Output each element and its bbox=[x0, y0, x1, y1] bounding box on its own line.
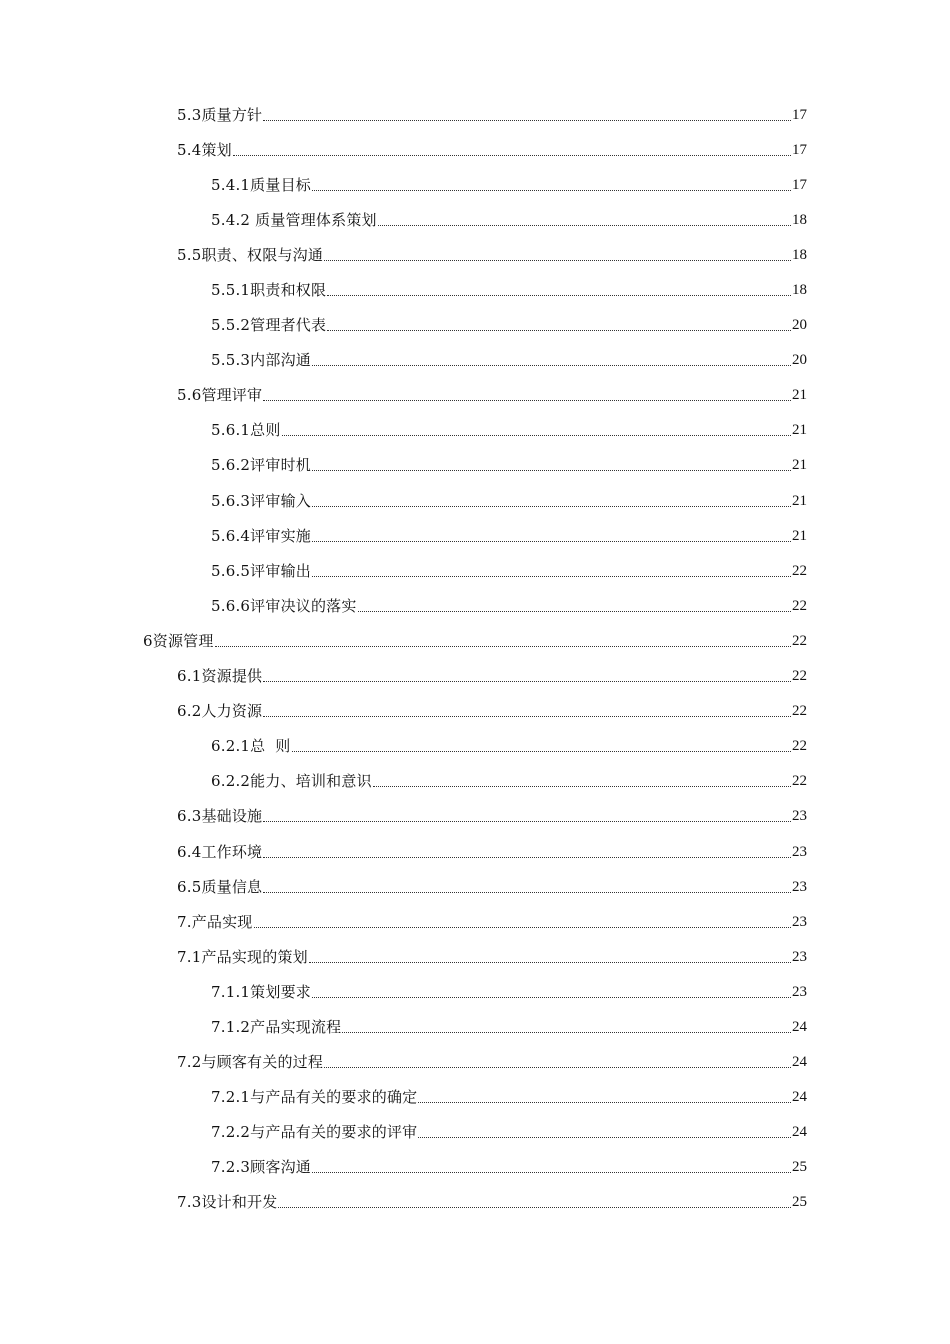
toc-entry-page-number: 21 bbox=[792, 457, 807, 474]
toc-entry[interactable] bbox=[0, 799, 950, 834]
toc-entry-page-number: 22 bbox=[792, 597, 807, 614]
toc-dot-leader bbox=[312, 364, 791, 366]
toc-entry[interactable] bbox=[0, 483, 950, 518]
toc-dot-leader bbox=[263, 715, 791, 717]
toc-dot-leader bbox=[324, 259, 791, 261]
toc-entry-page-number: 23 bbox=[792, 913, 807, 930]
toc-entry-page-number: 23 bbox=[792, 948, 807, 965]
toc-entry-page-number: 20 bbox=[792, 317, 807, 334]
toc-entry-page-number: 24 bbox=[792, 1089, 807, 1106]
toc-dot-leader bbox=[263, 856, 791, 858]
toc-dot-leader bbox=[418, 1101, 791, 1103]
toc-entry[interactable] bbox=[0, 1045, 950, 1080]
toc-dot-leader bbox=[263, 119, 791, 121]
toc-entry-title: 6.1资源提供 bbox=[177, 667, 263, 686]
toc-entry-page-number: 22 bbox=[792, 632, 807, 649]
toc-dot-leader bbox=[418, 1136, 791, 1138]
toc-entry[interactable] bbox=[0, 343, 950, 378]
toc-entry-page-number: 23 bbox=[792, 843, 807, 860]
toc-dot-leader bbox=[327, 294, 791, 296]
toc-entry-title: 6.2.1总 则 bbox=[211, 737, 291, 756]
toc-dot-leader bbox=[254, 926, 791, 928]
toc-entry[interactable] bbox=[0, 939, 950, 974]
toc-dot-leader bbox=[215, 645, 791, 647]
toc-entry-title: 5.4.2 质量管理体系策划 bbox=[211, 210, 377, 229]
toc-entry-page-number: 18 bbox=[792, 282, 807, 299]
toc-entry[interactable] bbox=[0, 764, 950, 799]
toc-dot-leader bbox=[263, 891, 791, 893]
toc-dot-leader bbox=[282, 434, 791, 436]
toc-entry-title: 6.2人力资源 bbox=[177, 702, 263, 721]
toc-entry[interactable] bbox=[0, 1115, 950, 1150]
toc-entry[interactable] bbox=[0, 132, 950, 167]
toc-entry-title: 5.4.1质量目标 bbox=[211, 175, 311, 194]
toc-entry[interactable] bbox=[0, 1185, 950, 1220]
toc-entry[interactable] bbox=[0, 378, 950, 413]
toc-entry-title: 5.6.2评审时机 bbox=[211, 456, 311, 475]
toc-entry-page-number: 24 bbox=[792, 1054, 807, 1071]
toc-entry[interactable] bbox=[0, 729, 950, 764]
toc-entry-title: 7.1.2产品实现流程 bbox=[211, 1017, 342, 1036]
toc-dot-leader bbox=[263, 820, 791, 822]
toc-entry-title: 7.2.2与产品有关的要求的评审 bbox=[211, 1123, 418, 1142]
toc-entry-page-number: 22 bbox=[792, 562, 807, 579]
toc-entry-page-number: 21 bbox=[792, 387, 807, 404]
toc-dot-leader bbox=[312, 575, 791, 577]
toc-entry-page-number: 20 bbox=[792, 352, 807, 369]
toc-entry[interactable] bbox=[0, 553, 950, 588]
toc-entry-title: 5.5.1职责和权限 bbox=[211, 281, 327, 300]
toc-entry-page-number: 21 bbox=[792, 492, 807, 509]
toc-dot-leader bbox=[278, 1206, 791, 1208]
toc-entry-page-number: 23 bbox=[792, 983, 807, 1000]
toc-entry[interactable] bbox=[0, 869, 950, 904]
toc-dot-leader bbox=[309, 961, 791, 963]
toc-dot-leader bbox=[312, 505, 791, 507]
toc-dot-leader bbox=[312, 540, 791, 542]
toc-entry-page-number: 25 bbox=[792, 1194, 807, 1211]
toc-entry[interactable] bbox=[0, 588, 950, 623]
toc-entry-page-number: 23 bbox=[792, 878, 807, 895]
toc-entry-page-number: 25 bbox=[792, 1159, 807, 1176]
toc-entry-title: 6.2.2能力、培训和意识 bbox=[211, 772, 372, 791]
toc-entry-title: 7.1.1策划要求 bbox=[211, 982, 311, 1001]
toc-entry[interactable] bbox=[0, 834, 950, 869]
toc-entry-title: 5.5职责、权限与沟通 bbox=[177, 245, 324, 264]
toc-dot-leader bbox=[263, 680, 791, 682]
toc-entry-page-number: 22 bbox=[792, 773, 807, 790]
toc-entry[interactable] bbox=[0, 1080, 950, 1115]
toc-entry-page-number: 22 bbox=[792, 703, 807, 720]
toc-entry[interactable] bbox=[0, 518, 950, 553]
toc-entry-page-number: 18 bbox=[792, 211, 807, 228]
toc-entry-page-number: 23 bbox=[792, 808, 807, 825]
toc-entry-title: 7.2.1与产品有关的要求的确定 bbox=[211, 1088, 418, 1107]
toc-dot-leader bbox=[312, 189, 791, 191]
toc-dot-leader bbox=[324, 1066, 791, 1068]
toc-entry-title: 7.2与顾客有关的过程 bbox=[177, 1053, 324, 1072]
toc-dot-leader bbox=[263, 399, 791, 401]
toc-entry[interactable] bbox=[0, 974, 950, 1009]
toc-entry-page-number: 21 bbox=[792, 422, 807, 439]
toc-entry-title: 6.4工作环境 bbox=[177, 842, 263, 861]
toc-entry-page-number: 17 bbox=[792, 141, 807, 158]
toc-entry-page-number: 18 bbox=[792, 246, 807, 263]
toc-entry-title: 5.6.1总则 bbox=[211, 421, 281, 440]
toc-dot-leader bbox=[378, 224, 791, 226]
toc-dot-leader bbox=[358, 610, 791, 612]
toc-entry[interactable] bbox=[0, 272, 950, 307]
toc-entry[interactable] bbox=[0, 308, 950, 343]
toc-entry-page-number: 24 bbox=[792, 1018, 807, 1035]
toc-dot-leader bbox=[342, 1031, 791, 1033]
toc-entry[interactable] bbox=[0, 1150, 950, 1185]
toc-entry-page-number: 21 bbox=[792, 527, 807, 544]
toc-entry-title: 5.6.4评审实施 bbox=[211, 526, 311, 545]
toc-dot-leader bbox=[292, 750, 791, 752]
toc-entry-title: 7.1产品实现的策划 bbox=[177, 947, 308, 966]
toc-entry-title: 5.6.5评审输出 bbox=[211, 561, 311, 580]
toc-entry-title: 5.5.3内部沟通 bbox=[211, 351, 311, 370]
toc-entry-title: 5.6管理评审 bbox=[177, 386, 263, 405]
toc-entry-title: 6.5质量信息 bbox=[177, 877, 263, 896]
toc-entry[interactable] bbox=[0, 237, 950, 272]
toc-entry[interactable] bbox=[0, 167, 950, 202]
toc-dot-leader bbox=[373, 785, 791, 787]
toc-entry-page-number: 17 bbox=[792, 106, 807, 123]
table-of-contents bbox=[0, 97, 950, 1220]
toc-entry-page-number: 17 bbox=[792, 176, 807, 193]
toc-dot-leader bbox=[233, 154, 791, 156]
toc-dot-leader bbox=[312, 996, 791, 998]
toc-entry-title: 5.5.2管理者代表 bbox=[211, 316, 327, 335]
toc-entry[interactable] bbox=[0, 1009, 950, 1044]
toc-entry-page-number: 22 bbox=[792, 668, 807, 685]
toc-entry-title: 6资源管理 bbox=[143, 631, 214, 650]
toc-entry-title: 5.6.6评审决议的落实 bbox=[211, 596, 357, 615]
toc-entry[interactable] bbox=[0, 623, 950, 658]
toc-entry-title: 5.6.3评审输入 bbox=[211, 491, 311, 510]
toc-entry[interactable] bbox=[0, 694, 950, 729]
toc-dot-leader bbox=[312, 469, 791, 471]
toc-entry[interactable] bbox=[0, 413, 950, 448]
toc-entry[interactable] bbox=[0, 448, 950, 483]
toc-entry-title: 7.2.3顾客沟通 bbox=[211, 1158, 311, 1177]
toc-entry[interactable] bbox=[0, 659, 950, 694]
toc-dot-leader bbox=[312, 1171, 791, 1173]
toc-entry[interactable] bbox=[0, 202, 950, 237]
toc-entry[interactable] bbox=[0, 904, 950, 939]
toc-entry-title: 7.3设计和开发 bbox=[177, 1193, 278, 1212]
toc-entry-title: 6.3基础设施 bbox=[177, 807, 263, 826]
toc-entry-page-number: 24 bbox=[792, 1124, 807, 1141]
toc-dot-leader bbox=[327, 329, 791, 331]
toc-entry-page-number: 22 bbox=[792, 738, 807, 755]
toc-entry[interactable] bbox=[0, 97, 950, 132]
toc-entry-title: 7.产品实现 bbox=[177, 912, 253, 931]
toc-entry-title: 5.3质量方针 bbox=[177, 105, 263, 124]
toc-entry-title: 5.4策划 bbox=[177, 140, 232, 159]
